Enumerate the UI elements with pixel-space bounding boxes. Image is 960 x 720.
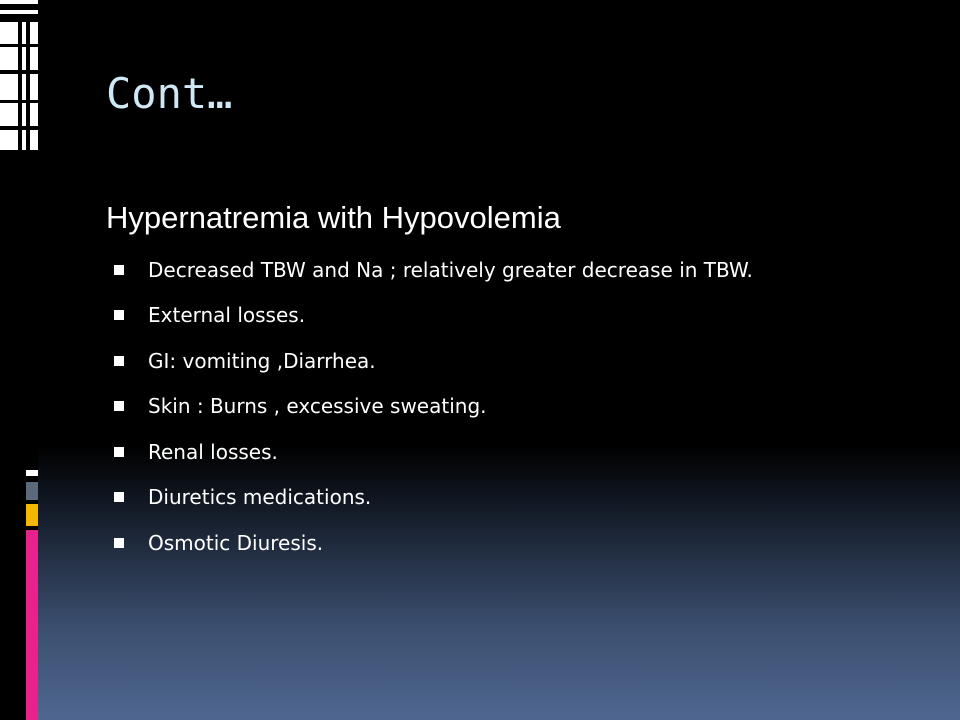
bullet-text: Renal losses. <box>148 439 278 464</box>
bullet-text: Diuretics medications. <box>148 485 372 510</box>
square-bullet-icon <box>114 401 124 411</box>
square-bullet-icon <box>114 265 124 275</box>
bullet-text: Skin : Burns , excessive sweating. <box>148 394 487 419</box>
stacked-squares-decoration <box>0 0 38 720</box>
list-item <box>114 384 753 430</box>
square-bullet-icon <box>114 356 124 366</box>
bullet-text: Osmotic Diuresis. <box>148 530 324 555</box>
square-bullet-icon <box>114 310 124 320</box>
bullet-text: Decreased TBW and Na ; relatively greater decrease in TBW. <box>148 257 753 282</box>
list-item <box>114 293 753 339</box>
left-decorative-bar <box>0 0 38 720</box>
square-bullet-icon <box>114 447 124 457</box>
list-item <box>114 429 753 475</box>
list-item <box>114 520 753 566</box>
slide-title: Cont… <box>106 69 233 118</box>
list-item <box>114 247 753 293</box>
slide-subheading: Hypernatremia with Hypovolemia <box>106 200 561 235</box>
square-bullet-icon <box>114 492 124 502</box>
list-item <box>114 475 753 521</box>
list-item <box>114 338 753 384</box>
square-bullet-icon <box>114 538 124 548</box>
bullet-list <box>114 247 753 566</box>
bullet-text: External losses. <box>148 303 306 328</box>
bullet-text: GI: vomiting ,Diarrhea. <box>148 348 376 373</box>
